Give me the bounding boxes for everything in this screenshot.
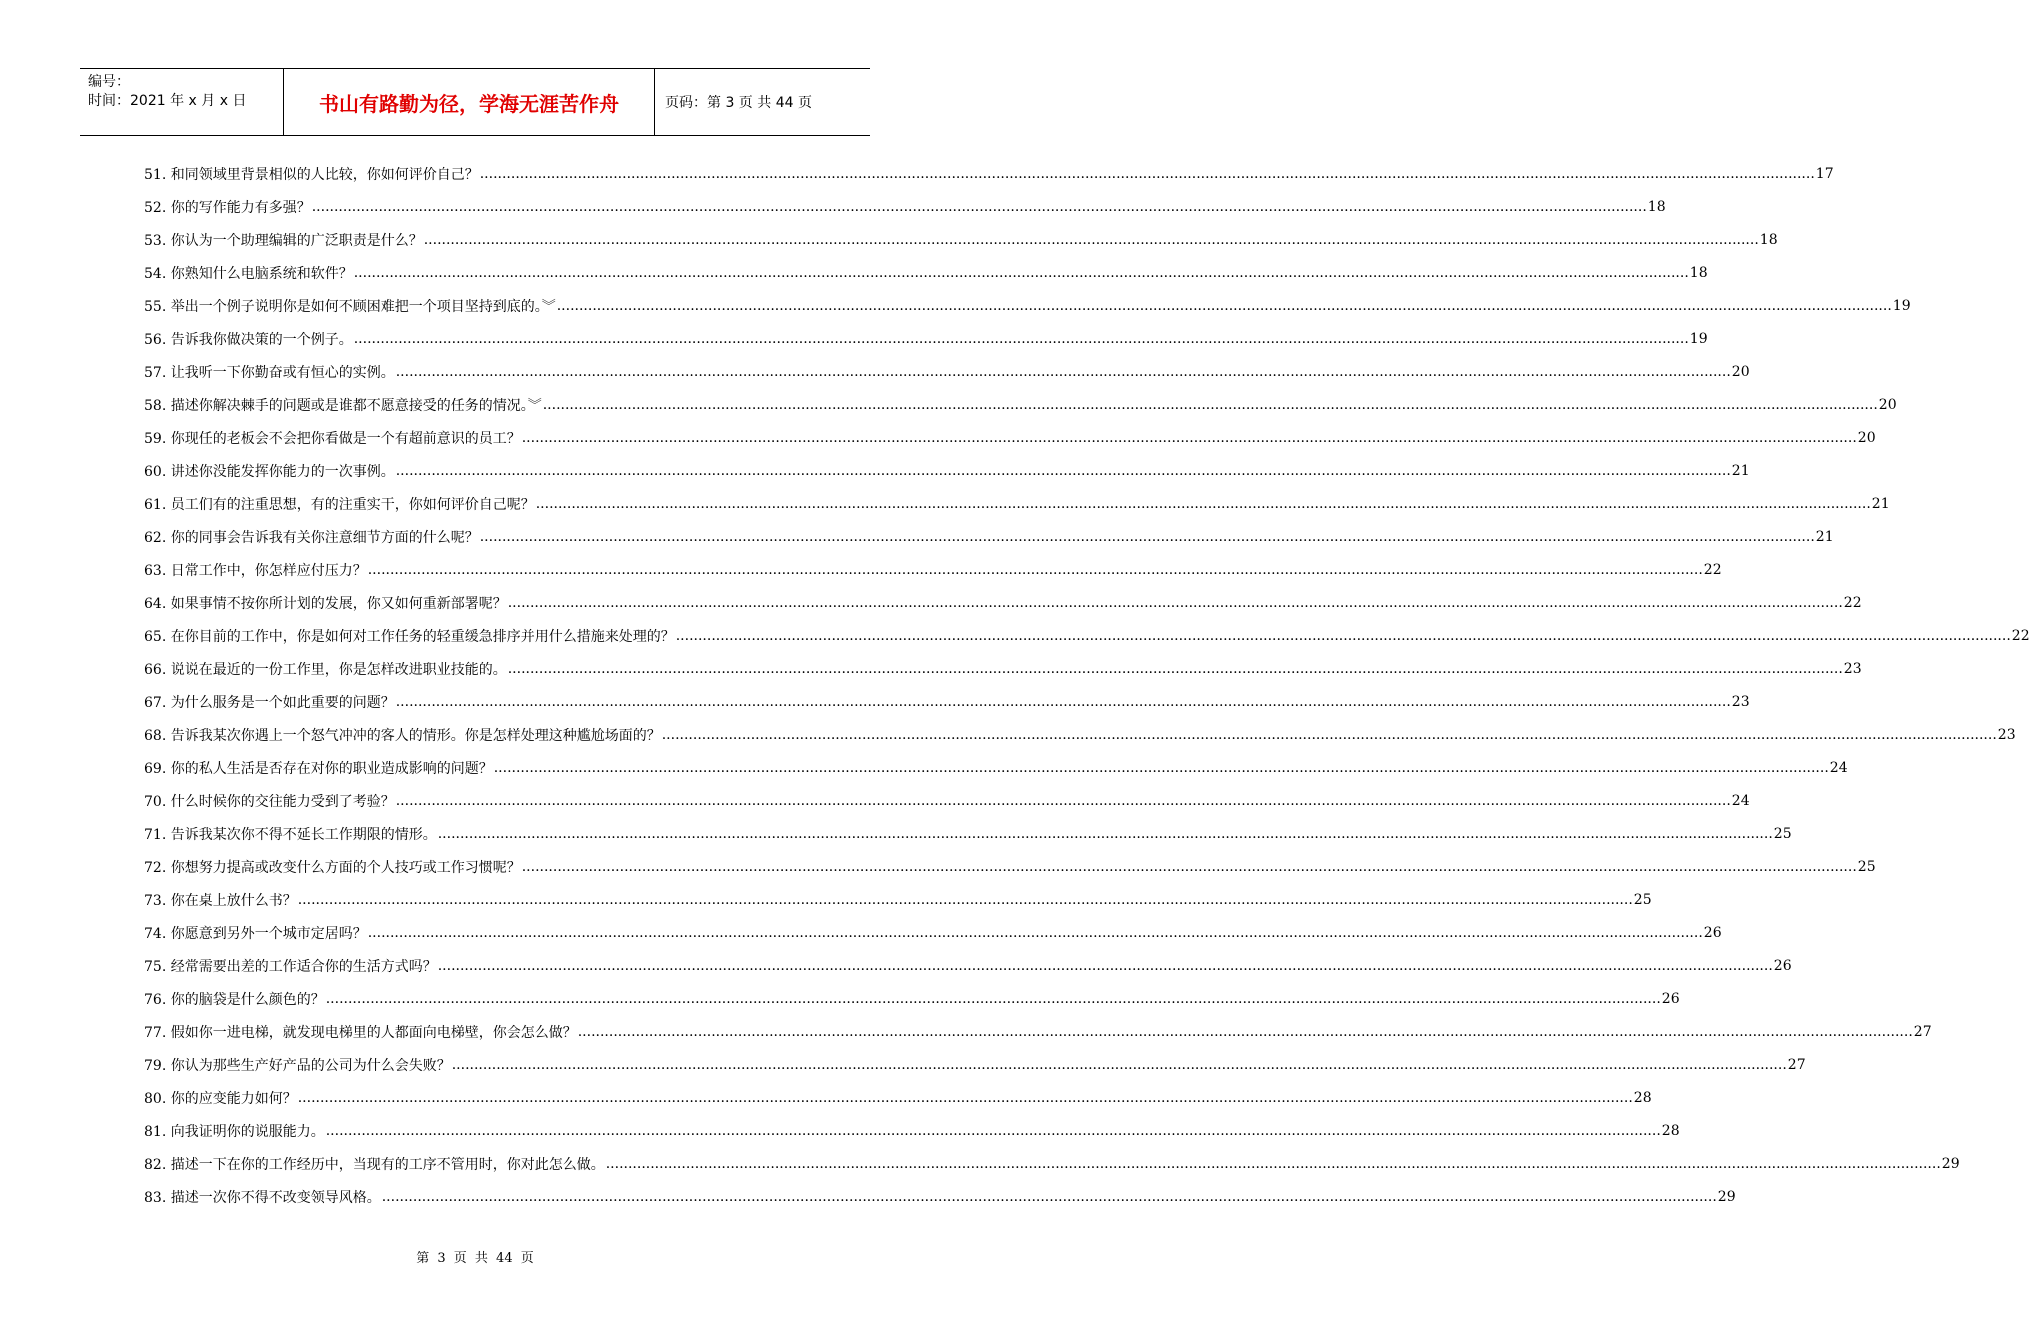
table-of-contents xyxy=(144,157,2030,1213)
toc-leader-dots: ............................................................................................................................................................................................................................................................................................................ xyxy=(297,1089,1633,1106)
toc-leader-dots: ............................................................................................................................................................................................................................................................................................................ xyxy=(493,759,1829,776)
toc-leader-dots: ............................................................................................................................................................................................................................................................................................................ xyxy=(395,693,1731,710)
toc-entry-title: 82. 描述一下在你的工作经历中，当现有的工序不管用时，你对此怎么做。 xyxy=(144,1156,605,1173)
toc-leader-dots: ............................................................................................................................................................................................................................................................................................................ xyxy=(395,462,1731,479)
toc-page-number: 27 xyxy=(1787,1056,1806,1073)
toc-leader-dots: ............................................................................................................................................................................................................................................................................................................ xyxy=(507,594,1843,611)
header-page-info: 页码：第 3 页 共 44 页 xyxy=(665,95,812,111)
toc-page-number: 26 xyxy=(1661,990,1680,1007)
toc-page-number: 25 xyxy=(1857,858,1876,875)
toc-entry[interactable] xyxy=(144,850,1876,883)
toc-entry-title: 60. 讲述你没能发挥你能力的一次事例。 xyxy=(144,463,395,480)
toc-entry-title: 75. 经常需要出差的工作适合你的生活方式吗？ xyxy=(144,958,437,975)
toc-entry-title: 74. 你愿意到另外一个城市定居吗？ xyxy=(144,925,367,942)
toc-leader-dots: ............................................................................................................................................................................................................................................................................................................ xyxy=(325,1122,1661,1139)
toc-page-number: 18 xyxy=(1759,231,1778,248)
toc-leader-dots: ............................................................................................................................................................................................................................................................................................................ xyxy=(437,957,1773,974)
toc-page-number: 26 xyxy=(1703,924,1722,941)
page-header xyxy=(80,68,870,136)
page-footer: 第 3 页 共 44 页 xyxy=(416,1251,534,1266)
toc-leader-dots: ............................................................................................................................................................................................................................................................................................................ xyxy=(521,429,1857,446)
toc-entry-title: 71. 告诉我某次你不得不延长工作期限的情形。 xyxy=(144,826,437,843)
toc-leader-dots: ............................................................................................................................................................................................................................................................................................................ xyxy=(479,528,1815,545)
toc-entry[interactable] xyxy=(144,553,1722,586)
toc-page-number: 25 xyxy=(1633,891,1652,908)
toc-entry-title: 70. 什么时候你的交往能力受到了考验？ xyxy=(144,793,395,810)
toc-entry-title: 76. 你的脑袋是什么颜色的？ xyxy=(144,991,325,1008)
toc-entry[interactable] xyxy=(144,190,1666,223)
toc-entry-title: 51. 和同领域里背景相似的人比较，你如何评价自己？ xyxy=(144,166,479,183)
toc-entry[interactable] xyxy=(144,421,1876,454)
toc-entry[interactable] xyxy=(144,685,1750,718)
toc-leader-dots: ............................................................................................................................................................................................................................................................................................................ xyxy=(311,198,1647,215)
toc-leader-dots: ............................................................................................................................................................................................................................................................................................................ xyxy=(395,792,1731,809)
toc-page-number: 23 xyxy=(1731,693,1750,710)
toc-entry[interactable] xyxy=(144,454,1750,487)
toc-leader-dots: ............................................................................................................................................................................................................................................................................................................ xyxy=(325,990,1661,1007)
toc-page-number: 23 xyxy=(1997,726,2016,743)
date-label: 时间：2021 年 x 月 x 日 xyxy=(88,93,247,109)
toc-entry-title: 72. 你想努力提高或改变什么方面的个人技巧或工作习惯呢？ xyxy=(144,859,521,876)
toc-entry-title: 79. 你认为那些生产好产品的公司为什么会失败？ xyxy=(144,1057,451,1074)
toc-entry-title: 52. 你的写作能力有多强？ xyxy=(144,199,311,216)
toc-page-number: 25 xyxy=(1773,825,1792,842)
toc-entry-title: 73. 你在桌上放什么书？ xyxy=(144,892,297,909)
header-motto: 书山有路勤为径，学海无涯苦作舟 xyxy=(284,69,655,135)
toc-leader-dots: ............................................................................................................................................................................................................................................................................................................ xyxy=(353,264,1689,281)
toc-page-number: 19 xyxy=(1689,330,1708,347)
toc-entry-title: 67. 为什么服务是一个如此重要的问题？ xyxy=(144,694,395,711)
toc-entry-title: 65. 在你目前的工作中，你是如何对工作任务的轻重缓急排序并用什么措施来处理的？ xyxy=(144,628,675,645)
toc-entry[interactable] xyxy=(144,1081,1652,1114)
toc-entry[interactable] xyxy=(144,289,1911,322)
toc-entry-title: 56. 告诉我你做决策的一个例子。 xyxy=(144,331,353,348)
toc-leader-dots: ............................................................................................................................................................................................................................................................................................................ xyxy=(395,363,1731,380)
toc-page-number: 21 xyxy=(1871,495,1890,512)
toc-entry[interactable] xyxy=(144,883,1652,916)
toc-entry[interactable] xyxy=(144,223,1778,256)
toc-entry[interactable] xyxy=(144,619,2030,652)
toc-entry[interactable] xyxy=(144,256,1708,289)
toc-page-number: 21 xyxy=(1731,462,1750,479)
toc-leader-dots: ............................................................................................................................................................................................................................................................................................................ xyxy=(367,924,1703,941)
toc-page-number: 21 xyxy=(1815,528,1834,545)
toc-entry-title: 59. 你现任的老板会不会把你看做是一个有超前意识的员工？ xyxy=(144,430,521,447)
toc-entry[interactable] xyxy=(144,322,1708,355)
toc-page-number: 20 xyxy=(1878,396,1897,413)
toc-leader-dots: ............................................................................................................................................................................................................................................................................................................ xyxy=(605,1155,1941,1172)
toc-leader-dots: ............................................................................................................................................................................................................................................................................................................ xyxy=(661,726,1997,743)
toc-entry[interactable] xyxy=(144,1048,1806,1081)
toc-page-number: 19 xyxy=(1892,297,1911,314)
toc-entry-title: 57. 让我听一下你勤奋或有恒心的实例。 xyxy=(144,364,395,381)
toc-entry[interactable] xyxy=(144,784,1750,817)
toc-leader-dots: ............................................................................................................................................................................................................................................................................................................ xyxy=(675,627,2011,644)
toc-entry[interactable] xyxy=(144,718,2016,751)
toc-entry[interactable] xyxy=(144,1114,1680,1147)
toc-page-number: 24 xyxy=(1731,792,1750,809)
toc-leader-dots: ............................................................................................................................................................................................................................................................................................................ xyxy=(556,297,1892,314)
toc-entry-title: 63. 日常工作中，你怎样应付压力？ xyxy=(144,562,367,579)
toc-entry[interactable] xyxy=(144,982,1680,1015)
toc-entry-title: 80. 你的应变能力如何？ xyxy=(144,1090,297,1107)
toc-page-number: 29 xyxy=(1717,1188,1736,1205)
toc-entry[interactable] xyxy=(144,1015,1932,1048)
toc-entry-title: 62. 你的同事会告诉我有关你注意细节方面的什么呢？ xyxy=(144,529,479,546)
toc-page-number: 18 xyxy=(1689,264,1708,281)
toc-entry-title: 68. 告诉我某次你遇上一个怒气冲冲的客人的情形。你是怎样处理这种尴尬场面的？ xyxy=(144,727,661,744)
toc-leader-dots: ............................................................................................................................................................................................................................................................................................................ xyxy=(437,825,1773,842)
toc-entry-title: 54. 你熟知什么电脑系统和软件？ xyxy=(144,265,353,282)
toc-page-number: 23 xyxy=(1843,660,1862,677)
toc-entry[interactable] xyxy=(144,355,1750,388)
toc-leader-dots: ............................................................................................................................................................................................................................................................................................................ xyxy=(577,1023,1913,1040)
toc-entry[interactable] xyxy=(144,817,1792,850)
toc-entry[interactable] xyxy=(144,586,1862,619)
toc-leader-dots: ............................................................................................................................................................................................................................................................................................................ xyxy=(542,396,1878,413)
toc-leader-dots: ............................................................................................................................................................................................................................................................................................................ xyxy=(535,495,1871,512)
toc-entry-title: 61. 员工们有的注重思想，有的注重实干，你如何评价自己呢？ xyxy=(144,496,535,513)
toc-leader-dots: ............................................................................................................................................................................................................................................................................................................ xyxy=(479,165,1815,182)
toc-page-number: 17 xyxy=(1815,165,1834,182)
toc-entry[interactable] xyxy=(144,1180,1736,1213)
toc-leader-dots: ............................................................................................................................................................................................................................................................................................................ xyxy=(353,330,1689,347)
toc-page-number: 22 xyxy=(2011,627,2030,644)
serial-number-label: 编号： xyxy=(88,74,130,90)
toc-entry-title: 58. 描述你解决棘手的问题或是谁都不愿意接受的任务的情况。︾ xyxy=(144,397,542,414)
toc-leader-dots: ............................................................................................................................................................................................................................................................................................................ xyxy=(507,660,1843,677)
toc-leader-dots: ............................................................................................................................................................................................................................................................................................................ xyxy=(367,561,1703,578)
toc-leader-dots: ............................................................................................................................................................................................................................................................................................................ xyxy=(423,231,1759,248)
toc-entry-title: 77. 假如你一进电梯，就发现电梯里的人都面向电梯壁，你会怎么做？ xyxy=(144,1024,577,1041)
header-meta xyxy=(80,69,284,135)
toc-page-number: 24 xyxy=(1829,759,1848,776)
toc-entry-title: 53. 你认为一个助理编辑的广泛职责是什么？ xyxy=(144,232,423,249)
toc-page-number: 28 xyxy=(1661,1122,1680,1139)
toc-page-number: 20 xyxy=(1731,363,1750,380)
toc-page-number: 22 xyxy=(1843,594,1862,611)
toc-page-number: 27 xyxy=(1913,1023,1932,1040)
toc-entry-title: 81. 向我证明你的说服能力。 xyxy=(144,1123,325,1140)
toc-entry[interactable] xyxy=(144,157,1834,190)
toc-entry-title: 83. 描述一次你不得不改变领导风格。 xyxy=(144,1189,381,1206)
toc-leader-dots: ............................................................................................................................................................................................................................................................................................................ xyxy=(451,1056,1787,1073)
toc-page-number: 29 xyxy=(1941,1155,1960,1172)
toc-leader-dots: ............................................................................................................................................................................................................................................................................................................ xyxy=(381,1188,1717,1205)
toc-entry[interactable] xyxy=(144,487,1890,520)
toc-page-number: 26 xyxy=(1773,957,1792,974)
toc-page-number: 22 xyxy=(1703,561,1722,578)
toc-leader-dots: ............................................................................................................................................................................................................................................................................................................ xyxy=(297,891,1633,908)
toc-entry-title: 64. 如果事情不按你所计划的发展，你又如何重新部署呢？ xyxy=(144,595,507,612)
toc-page-number: 20 xyxy=(1857,429,1876,446)
toc-entry-title: 69. 你的私人生活是否存在对你的职业造成影响的问题？ xyxy=(144,760,493,777)
toc-page-number: 28 xyxy=(1633,1089,1652,1106)
toc-entry[interactable] xyxy=(144,1147,1960,1180)
toc-entry[interactable] xyxy=(144,751,1848,784)
toc-leader-dots: ............................................................................................................................................................................................................................................................................................................ xyxy=(521,858,1857,875)
toc-entry[interactable] xyxy=(144,916,1722,949)
toc-entry-title: 66. 说说在最近的一份工作里，你是怎样改进职业技能的。 xyxy=(144,661,507,678)
toc-entry[interactable] xyxy=(144,388,1897,421)
toc-page-number: 18 xyxy=(1647,198,1666,215)
toc-entry[interactable] xyxy=(144,520,1834,553)
toc-entry[interactable] xyxy=(144,652,1862,685)
toc-entry-title: 55. 举出一个例子说明你是如何不顾困难把一个项目坚持到底的。︾ xyxy=(144,298,556,315)
toc-entry[interactable] xyxy=(144,949,1792,982)
